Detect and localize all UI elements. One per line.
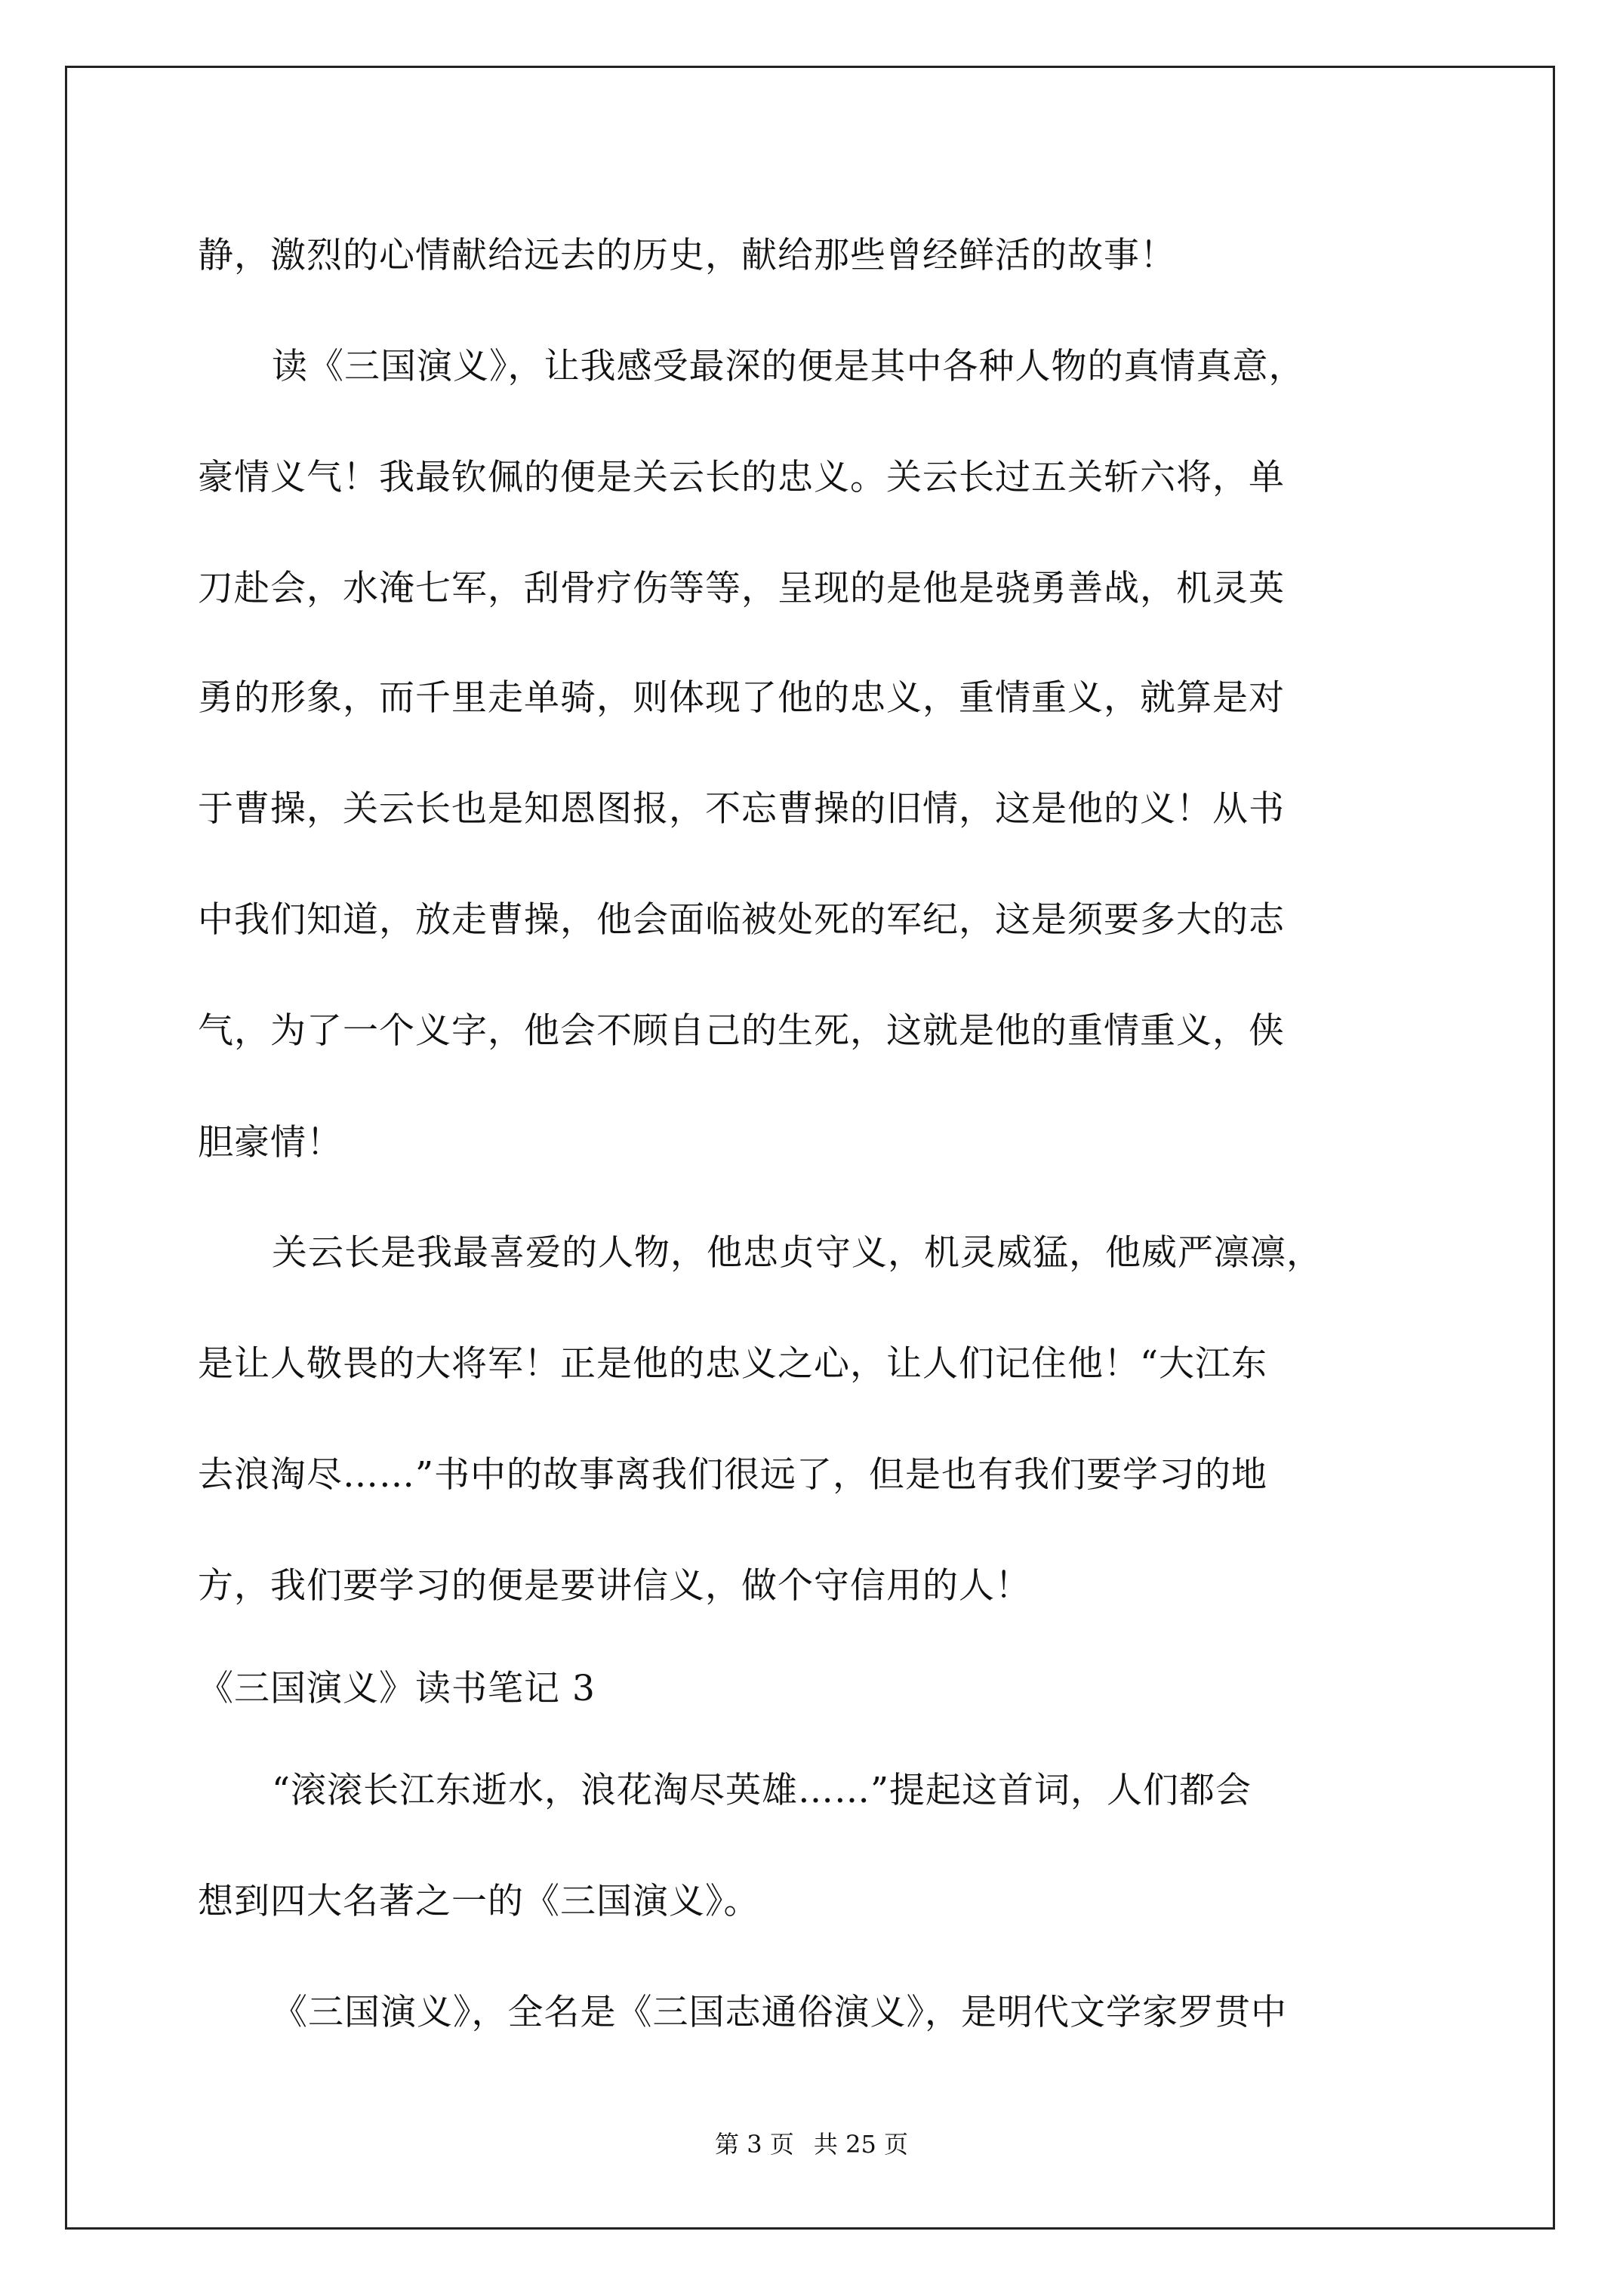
text-line-15: “滚滚长江东逝水，浪花淘尽英雄……”提起这首词，人们都会 bbox=[272, 1770, 1252, 1811]
text-line-4: 刀赴会，水淹七军，刮骨疗伤等等，呈现的是他是骁勇善战，机灵英 bbox=[198, 568, 1285, 609]
text-line-9: 胆豪情！ bbox=[198, 1122, 343, 1163]
text-line-8: 气，为了一个义字，他会不顾自己的生死，这就是他的重情重义，侠 bbox=[198, 1010, 1285, 1052]
text-line-2: 读《三国演义》，让我感受最深的便是其中各种人物的真情真意， bbox=[272, 346, 1305, 387]
text-line-5: 勇的形象，而千里走单骑，则体现了他的忠义，重情重义，就算是对 bbox=[198, 677, 1285, 719]
text-line-3: 豪情义气！我最钦佩的便是关云长的忠义。关云长过五关斩六将，单 bbox=[198, 457, 1285, 498]
page-total: 共 25 页 bbox=[813, 2130, 908, 2159]
text-line-11: 是让人敬畏的大将军！正是他的忠义之心，让人们记住他！“大江东 bbox=[198, 1343, 1268, 1385]
page-number: 第 3 页 bbox=[715, 2130, 794, 2159]
section-heading: 《三国演义》读书笔记 3 bbox=[198, 1668, 596, 1709]
text-line-10: 关云长是我最喜爱的人物，他忠贞守义，机灵威猛，他威严凛凛， bbox=[272, 1232, 1323, 1274]
text-line-17: 《三国演义》，全名是《三国志通俗演义》，是明代文学家罗贯中 bbox=[272, 1992, 1287, 2033]
text-line-12: 去浪淘尽……”书中的故事离我们很远了，但是也有我们要学习的地 bbox=[198, 1454, 1268, 1496]
page-footer bbox=[0, 2129, 1623, 2159]
text-line-6: 于曹操，关云长也是知恩图报，不忘曹操的旧情，这是他的义！从书 bbox=[198, 788, 1285, 830]
text-line-7: 中我们知道，放走曹操，他会面临被处死的军纪，这是须要多大的志 bbox=[198, 899, 1285, 941]
text-line-16: 想到四大名著之一的《三国演义》。 bbox=[198, 1881, 760, 1922]
text-line-13: 方，我们要学习的便是要讲信义，做个守信用的人！ bbox=[198, 1565, 1031, 1607]
text-line-1: 静，激烈的心情献给远去的历史，献给那些曾经鲜活的故事！ bbox=[198, 235, 1176, 276]
